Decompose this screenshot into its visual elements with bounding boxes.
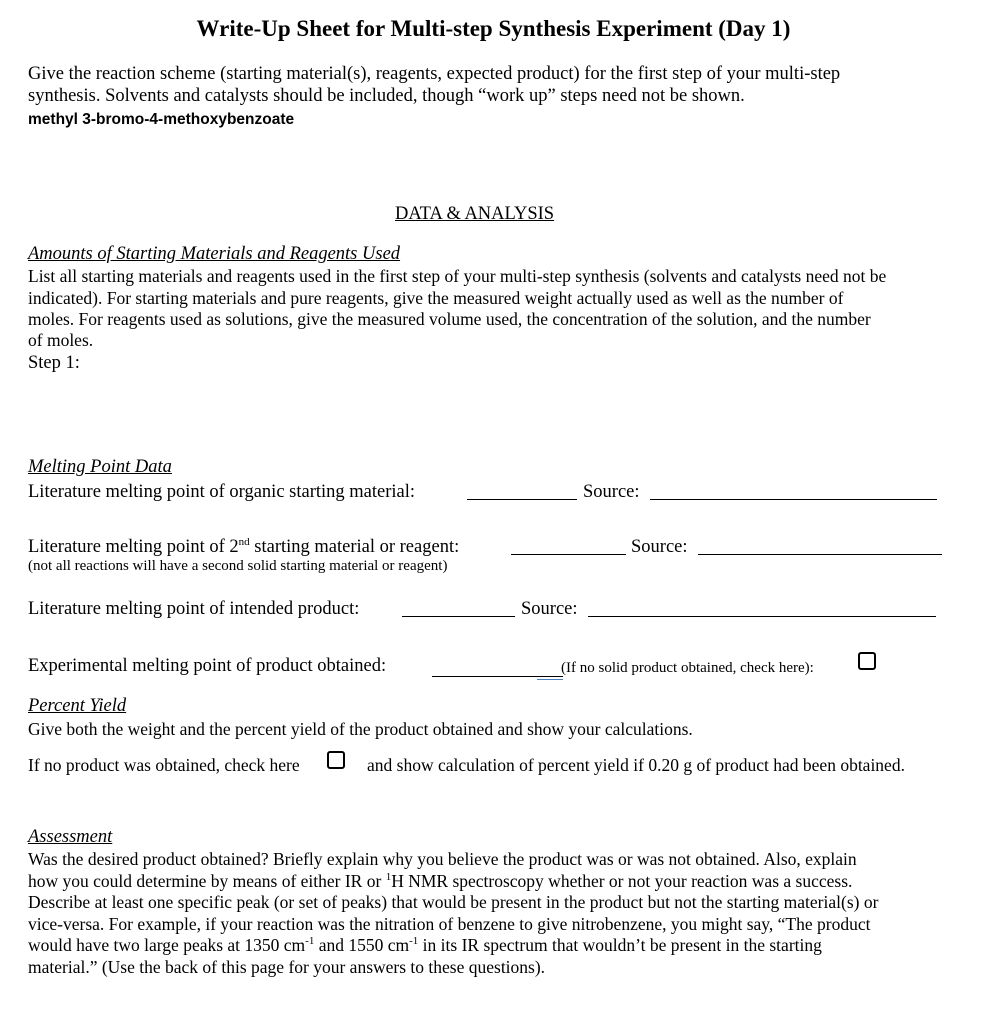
amounts-step-label: Step 1:	[28, 353, 80, 373]
lit-mp-second-note: (not all reactions will have a second solid starting material or reagent)	[28, 558, 448, 574]
data-analysis-heading: DATA & ANALYSIS	[395, 204, 555, 224]
lit-mp-second-source-blank[interactable]	[698, 554, 942, 555]
lit-mp-product-source-blank[interactable]	[588, 616, 936, 617]
amounts-heading: Amounts of Starting Materials and Reagents Used	[28, 244, 401, 264]
lit-mp-second-source-label: Source:	[631, 537, 688, 557]
assessment-line-3: Describe at least one specific peak (or set of peaks) that would be present in the product but not the starting material(s) or	[28, 892, 879, 912]
assessment-line-5: would have two large peaks at 1350 $cm^{-1}$ and 1550 $cm^{-1}$ in its IR spectrum that wouldn’t be present in the starting	[28, 935, 822, 955]
melting-heading: Melting Point Data	[28, 457, 172, 477]
no-product-checkbox[interactable]	[327, 751, 345, 769]
assessment-line-6: material.” (Use the back of this page for your answers to these questions).	[28, 957, 546, 977]
no-product-label: If no product was obtained, check here	[28, 755, 300, 775]
lit-mp-product-blank[interactable]	[402, 616, 515, 617]
yield-line-1: Give both the weight and the percent yield of the product obtained and show your calculations.	[28, 719, 693, 739]
exp-mp-blank[interactable]	[432, 676, 563, 677]
assessment-heading: Assessment	[28, 827, 113, 847]
lit-mp-organic-source-blank[interactable]	[650, 499, 937, 500]
no-product-instructions: and show calculation of percent yield if 0.20 g of product had been obtained.	[367, 755, 905, 775]
no-solid-label: (If no solid product obtained, check here):	[561, 660, 814, 676]
lit-mp-product-label: Literature melting point of intended product:	[28, 599, 360, 619]
page-title: Write-Up Sheet for Multi-step Synthesis Experiment (Day 1)	[196, 16, 791, 41]
assessment-line-2: how you could determine by means of either IR or $^1$H NMR spectroscopy whether or not your reaction was a success.	[28, 871, 853, 891]
lit-mp-organic-blank[interactable]	[467, 499, 577, 500]
amounts-line-3: moles. For reagents used as solutions, give the measured volume used, the concentration of the solution, and the number	[28, 309, 871, 329]
scheme-answer: methyl 3-bromo-4-methoxybenzoate	[28, 111, 295, 128]
lit-mp-second-label: Literature melting point of 2nd starting material or reagent:	[28, 536, 460, 557]
lit-mp-second-blank[interactable]	[511, 554, 626, 555]
lit-mp-product-source-label: Source:	[521, 599, 578, 619]
lit-mp-organic-label: Literature melting point of organic starting material:	[28, 482, 416, 502]
exp-mp-blank-accent	[537, 679, 563, 680]
yield-heading: Percent Yield	[28, 696, 127, 716]
assessment-line-1: Was the desired product obtained? Briefly explain why you believe the product was or was not obtained. Also, explain	[28, 849, 857, 869]
amounts-line-1: List all starting materials and reagents used in the first step of your multi-step synthesis (solvents and catalysts need not be	[28, 266, 887, 286]
amounts-line-2: indicated). For starting materials and pure reagents, give the measured weight actually used as well as the number of	[28, 288, 844, 308]
scheme-instructions-line-2: synthesis. Solvents and catalysts should be included, though “work up” steps need not be shown.	[28, 86, 745, 106]
scheme-instructions-line-1: Give the reaction scheme (starting material(s), reagents, expected product) for the first step of your multi-step	[28, 64, 841, 84]
assessment-line-4: vice-versa. For example, if your reaction was the nitration of benzene to give nitrobenzene, you might say, “The product	[28, 914, 871, 934]
amounts-line-4: of moles.	[28, 330, 94, 350]
exp-mp-label: Experimental melting point of product obtained:	[28, 656, 387, 676]
lit-mp-organic-source-label: Source:	[583, 482, 640, 502]
no-solid-checkbox[interactable]	[858, 652, 876, 670]
